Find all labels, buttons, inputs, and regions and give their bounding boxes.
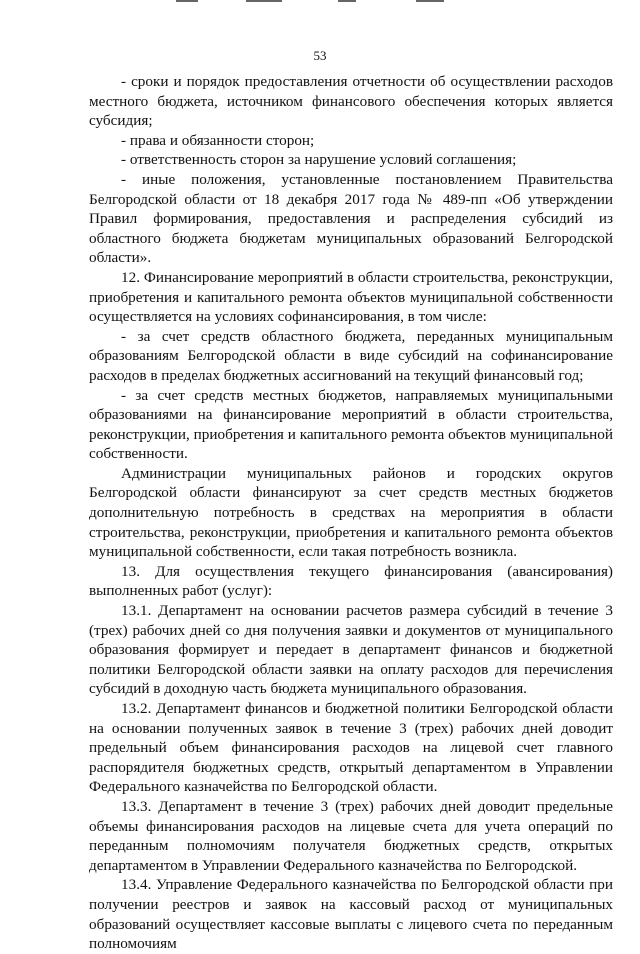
paragraph-13-4: 13.4. Управление Федерального казначейства по Белгородской области при получении реестров и заявок на кассовый расход от муниципальных образований осуществляет кассовые выплаты с лицевого счета по переданным полномочиям — [89, 876, 613, 953]
paragraph-12-regional-budget: - за счет средств областного бюджета, переданных муниципальным образованиям Белгородской области в виде субсидий на софинансирование расходов в пределах бюджетных ассигнований на текущий финансовый год; — [89, 327, 613, 384]
page-number: 53 — [313, 48, 327, 63]
scan-top-marks — [0, 0, 640, 6]
paragraph-responsibility: - ответственность сторон за нарушение условий соглашения; — [121, 151, 517, 169]
paragraph-administrations: Администрации муниципальных районов и городских округов Белгородской области финансируют за счет средств местных бюджетов дополнительную потребность в средствах на мероприятия в области строительства, реконструкции, приобретения и капитального ремонта объектов муниципальной собственности, если такая потребность возникла. — [89, 464, 613, 561]
paragraph-12: 12. Финансирование мероприятий в области строительства, реконструкции, приобретения и капитального ремонта объектов муниципальной собственности осуществляется на условиях софинансирования, в том числе: — [89, 268, 613, 326]
paragraph-reporting-terms: - сроки и порядок предоставления отчетности об осуществлении расходов местного бюджета, источником финансового обеспечения которых является субсидия; — [89, 73, 613, 130]
paragraph-13: 13. Для осуществления текущего финансирования (авансирования) выполненных работ (услуг): — [89, 562, 613, 600]
paragraph-13-1: 13.1. Департамент на основании расчетов размера субсидий в течение 3 (трех) рабочих дней со дня получения заявки и документов от муниципального образования формирует и передает в департамент финансов и бюджетной политики Белгородской области заявки на оплату расходов для перечисления субсидий в доходную часть бюджета муниципального образования. — [89, 602, 613, 698]
paragraph-13-2: 13.2. Департамент финансов и бюджетной политики Белгородской области на основании полученных заявок в течение 3 (трех) рабочих дней доводит предельный объем финансирования расходов на лицевой счет главного распорядителя бюджетных средств, открытый департаментом в Управлении Федерального казначейства по Белгородской области. — [89, 700, 613, 796]
document-body — [89, 72, 613, 954]
paragraph-13-3: 13.3. Департамент в течение 3 (трех) рабочих дней доводит предельные объемы финансирования расходов на лицевые счета для учета операций по переданным полномочиям получателя бюджетных средств, открытых департаментом в Управлении Федерального казначейства по Белгородской. — [89, 797, 613, 874]
paragraph-other-provisions: - иные положения, установленные постановлением Правительства Белгородской области от 18 декабря 2017 года № 489-пп «Об утверждении Правил формирования, предоставления и распределения субсидий из областного бюджета бюджетам муниципальных образований Белгородской области». — [89, 170, 613, 267]
paragraph-12-local-budgets: - за счет средств местных бюджетов, направляемых муниципальными образованиями на финансирование мероприятий в области строительства, реконструкции, приобретения и капитального ремонта объектов муниципальной собственности. — [89, 386, 613, 463]
paragraph-rights-obligations: - права и обязанности сторон; — [121, 131, 315, 149]
